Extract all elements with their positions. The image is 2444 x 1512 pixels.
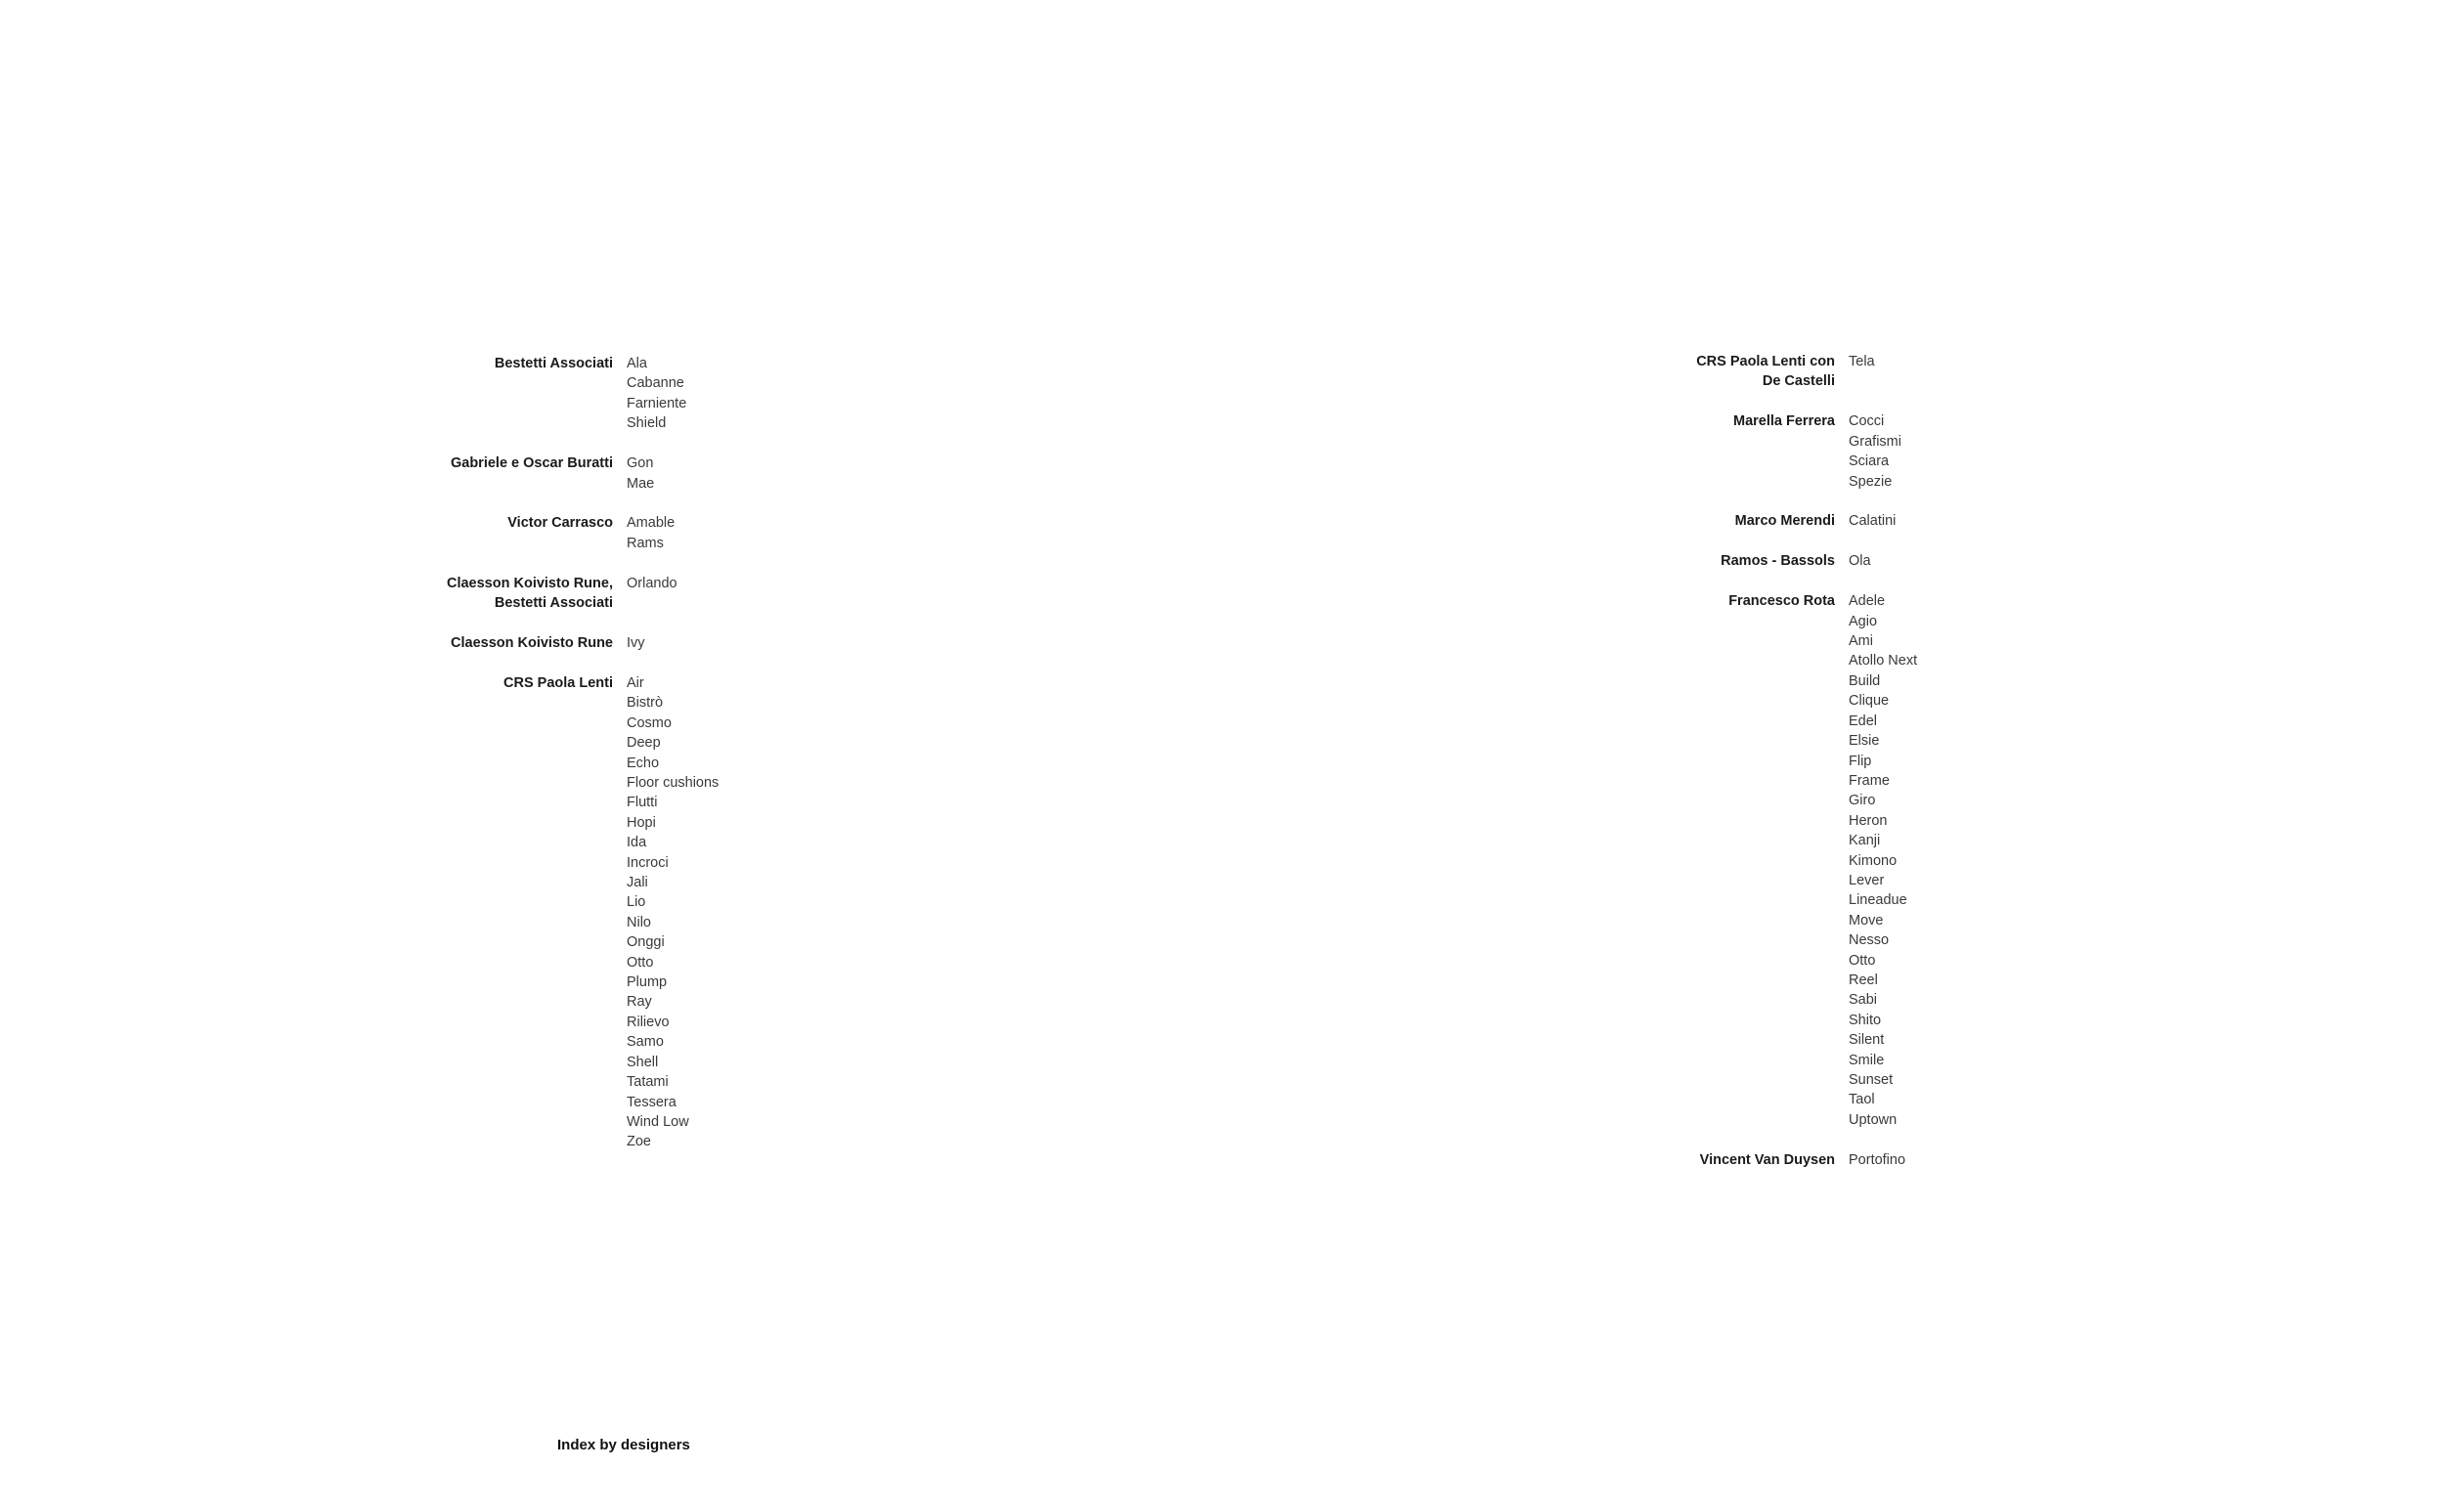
product-item: Silent xyxy=(1849,1032,1885,1049)
product-item: Frame xyxy=(1849,772,1890,789)
designer-name: Francesco Rota xyxy=(1728,593,1835,610)
product-item: Air xyxy=(627,674,644,691)
product-item: Nilo xyxy=(627,914,651,930)
designer-entry-ramos-bassols xyxy=(1613,551,1917,571)
product-item: Atollo Next xyxy=(1849,653,1918,670)
product-item: Tessera xyxy=(627,1094,676,1110)
product-item: Heron xyxy=(1849,812,1888,829)
product-item: Otto xyxy=(1849,952,1876,969)
product-list xyxy=(1849,1150,1905,1170)
product-list xyxy=(1849,591,1917,1130)
product-list xyxy=(1849,352,1875,371)
product-item: Lineadue xyxy=(1849,892,1907,909)
product-item: Farniente xyxy=(627,395,687,411)
product-list xyxy=(1849,551,1871,571)
product-item: Hopi xyxy=(627,814,656,831)
product-item: Cosmo xyxy=(627,714,672,731)
designer-entry-marella-ferrera xyxy=(1613,411,1917,492)
product-item: Clique xyxy=(1849,693,1890,710)
designer-name: Claesson Koivisto Rune, Bestetti Associati xyxy=(446,575,613,612)
designer-entry-vincent-van-duysen xyxy=(1613,1150,1917,1170)
product-item: Build xyxy=(1849,672,1881,689)
product-item: Taol xyxy=(1849,1092,1875,1108)
product-item: Bistrò xyxy=(627,695,664,712)
product-item: Tela xyxy=(1849,354,1875,369)
product-item: Plump xyxy=(627,974,668,991)
designer-name: Marco Merendi xyxy=(1734,513,1835,530)
product-item: Portofino xyxy=(1849,1151,1906,1168)
product-item: Ida xyxy=(627,835,647,851)
product-item: Onggi xyxy=(627,934,665,951)
designer-entry-marco-merendi xyxy=(1613,511,1917,531)
product-item: Samo xyxy=(627,1034,664,1051)
product-item: Reel xyxy=(1849,972,1878,988)
product-item: Edel xyxy=(1849,713,1878,729)
product-item: Agio xyxy=(1849,613,1878,629)
product-item: Lio xyxy=(627,894,646,911)
product-item: Rilievo xyxy=(627,1014,670,1030)
product-item: Tatami xyxy=(627,1074,669,1091)
designer-entry-bestetti-associati xyxy=(391,354,719,434)
product-item: Cocci xyxy=(1849,413,1885,430)
product-item: Mae xyxy=(627,475,655,492)
product-item: Ivy xyxy=(627,635,645,652)
product-list xyxy=(627,354,686,434)
product-item: Gon xyxy=(627,455,654,472)
left-index-column xyxy=(391,354,719,1172)
product-item: Cabanne xyxy=(627,375,684,392)
product-item: Grafismi xyxy=(1849,433,1901,450)
product-item: Move xyxy=(1849,912,1884,929)
product-item: Rams xyxy=(627,535,664,551)
product-item: Deep xyxy=(627,735,661,752)
product-item: Ami xyxy=(1849,633,1873,650)
product-item: Jali xyxy=(627,875,648,891)
designer-entry-claesson-koivisto-rune xyxy=(391,633,719,653)
product-item: Kanji xyxy=(1849,833,1881,849)
product-item: Sabi xyxy=(1849,992,1878,1009)
product-item: Shield xyxy=(627,415,667,432)
product-list xyxy=(1849,411,1901,492)
product-item: Incroci xyxy=(627,854,669,871)
designer-name: Gabriele e Oscar Buratti xyxy=(450,455,613,472)
product-item: Zoe xyxy=(627,1134,651,1150)
product-item: Kimono xyxy=(1849,852,1898,869)
designer-name: CRS Paola Lenti con De Castelli xyxy=(1696,354,1835,390)
product-list xyxy=(1849,511,1896,531)
product-item: Wind Low xyxy=(627,1113,689,1130)
designer-name: Ramos - Bassols xyxy=(1721,553,1835,570)
product-item: Uptown xyxy=(1849,1111,1898,1128)
product-list xyxy=(627,673,719,1152)
product-item: Giro xyxy=(1849,793,1876,809)
designer-name: Claesson Koivisto Rune xyxy=(451,635,613,652)
product-item: Floor cushions xyxy=(627,775,720,791)
designer-entry-claesson-koivisto-rune-bestetti-associati xyxy=(391,574,719,614)
product-item: Lever xyxy=(1849,872,1885,888)
product-item: Ray xyxy=(627,994,652,1011)
product-item: Echo xyxy=(627,755,660,771)
product-item: Otto xyxy=(627,954,654,971)
designer-entry-francesco-rota xyxy=(1613,591,1917,1130)
product-item: Flip xyxy=(1849,753,1872,769)
designer-name: Victor Carrasco xyxy=(507,515,613,532)
product-item: Sunset xyxy=(1849,1072,1894,1088)
product-item: Ala xyxy=(627,356,647,371)
right-index-column xyxy=(1613,352,1917,1190)
product-item: Shell xyxy=(627,1054,659,1070)
product-item: Orlando xyxy=(627,575,677,591)
product-item: Ola xyxy=(1849,553,1871,570)
designer-name: Marella Ferrera xyxy=(1733,413,1835,430)
designer-entry-crs-paola-lenti-con-de-castelli xyxy=(1613,352,1917,392)
product-item: Amable xyxy=(627,515,676,532)
product-item: Flutti xyxy=(627,795,658,811)
designer-entry-crs-paola-lenti xyxy=(391,673,719,1152)
designer-entry-gabriele-e-oscar-buratti xyxy=(391,454,719,494)
product-list xyxy=(627,454,654,494)
product-item: Nesso xyxy=(1849,932,1890,949)
product-item: Elsie xyxy=(1849,733,1880,750)
product-item: Calatini xyxy=(1849,513,1897,530)
page-title: Index by designers xyxy=(557,1437,690,1453)
product-list xyxy=(627,574,677,593)
product-item: Smile xyxy=(1849,1052,1885,1068)
product-list xyxy=(627,513,675,553)
product-item: Shito xyxy=(1849,1012,1882,1028)
product-item: Adele xyxy=(1849,593,1886,610)
product-item: Sciara xyxy=(1849,454,1890,470)
designer-name: Bestetti Associati xyxy=(494,356,613,371)
designer-entry-victor-carrasco xyxy=(391,513,719,553)
designer-name: Vincent Van Duysen xyxy=(1699,1151,1835,1168)
product-item: Spezie xyxy=(1849,473,1893,490)
product-list xyxy=(627,633,645,653)
designer-name: CRS Paola Lenti xyxy=(503,674,613,691)
